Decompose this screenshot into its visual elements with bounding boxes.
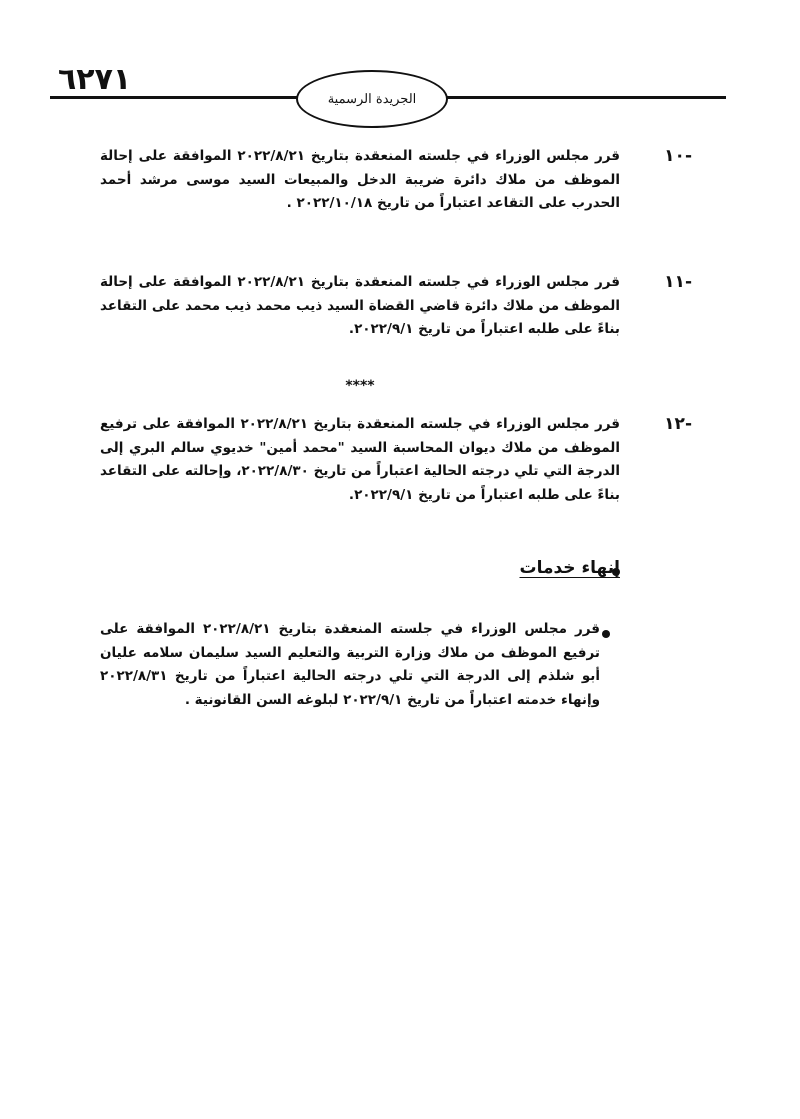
decision-item [100, 618, 600, 712]
journal-title: الجريدة الرسمية [327, 91, 417, 107]
decision-text: قرر مجلس الوزراء في جلسته المنعقدة بتاريخ ٢٠٢٢/٨/٢١ الموافقة على ترفيع الموظف من ملاك ديوان المحاسبة السيد "محمد أمين" خديوي سالم البري إلى الدرجة التي تلي درجته الحالية اعتباراً من تاريخ ٢٠٢٢/٨/٣٠، وإحالته على التقاعد بناءً على طلبه اعتباراً من تاريخ ٢٠٢٢/٩/١. [100, 416, 620, 503]
page-number: ٦٢٧١ [58, 62, 132, 97]
decision-item [100, 145, 620, 216]
decision-text: قرر مجلس الوزراء في جلسته المنعقدة بتاريخ ٢٠٢٢/٨/٢١ الموافقة على إحالة الموظف من ملاك دائرة ضريبة الدخل والمبيعات السيد موسى مرشد أحمد الحدرب على التقاعد اعتباراً من تاريخ ٢٠٢٢/١٠/١٨ . [100, 148, 620, 211]
item-number: ١١- [664, 272, 692, 292]
separator: **** [345, 378, 375, 394]
decision-text: قرر مجلس الوزراء في جلسته المنعقدة بتاريخ ٢٠٢٢/٨/٢١ الموافقة على إحالة الموظف من ملاك دائرة قاضي القضاة السيد ذيب محمد ذيب محمد على التقاعد بناءً على طلبه اعتباراً من تاريخ ٢٠٢٢/٩/١. [100, 274, 620, 337]
bullet-icon [602, 630, 610, 638]
decision-item [100, 413, 620, 507]
section-heading: إنهاء خدمات [519, 558, 620, 578]
item-number: ١٢- [664, 414, 692, 434]
item-number: ١٠- [664, 146, 692, 166]
decision-text: قرر مجلس الوزراء في جلسته المنعقدة بتاريخ ٢٠٢٢/٨/٢١ الموافقة على ترفيع الموظف من ملاك وزارة التربية والتعليم السيد سليمان سلامه عليان أبو شلذم إلى الدرجة التي تلي درجته الحالية اعتباراً من تاريخ ٢٠٢٢/٨/٣١ وإنهاء خدمته اعتباراً من تاريخ ٢٠٢٢/٩/١ لبلوغه السن القانونية . [100, 621, 601, 708]
decision-item [100, 271, 620, 342]
